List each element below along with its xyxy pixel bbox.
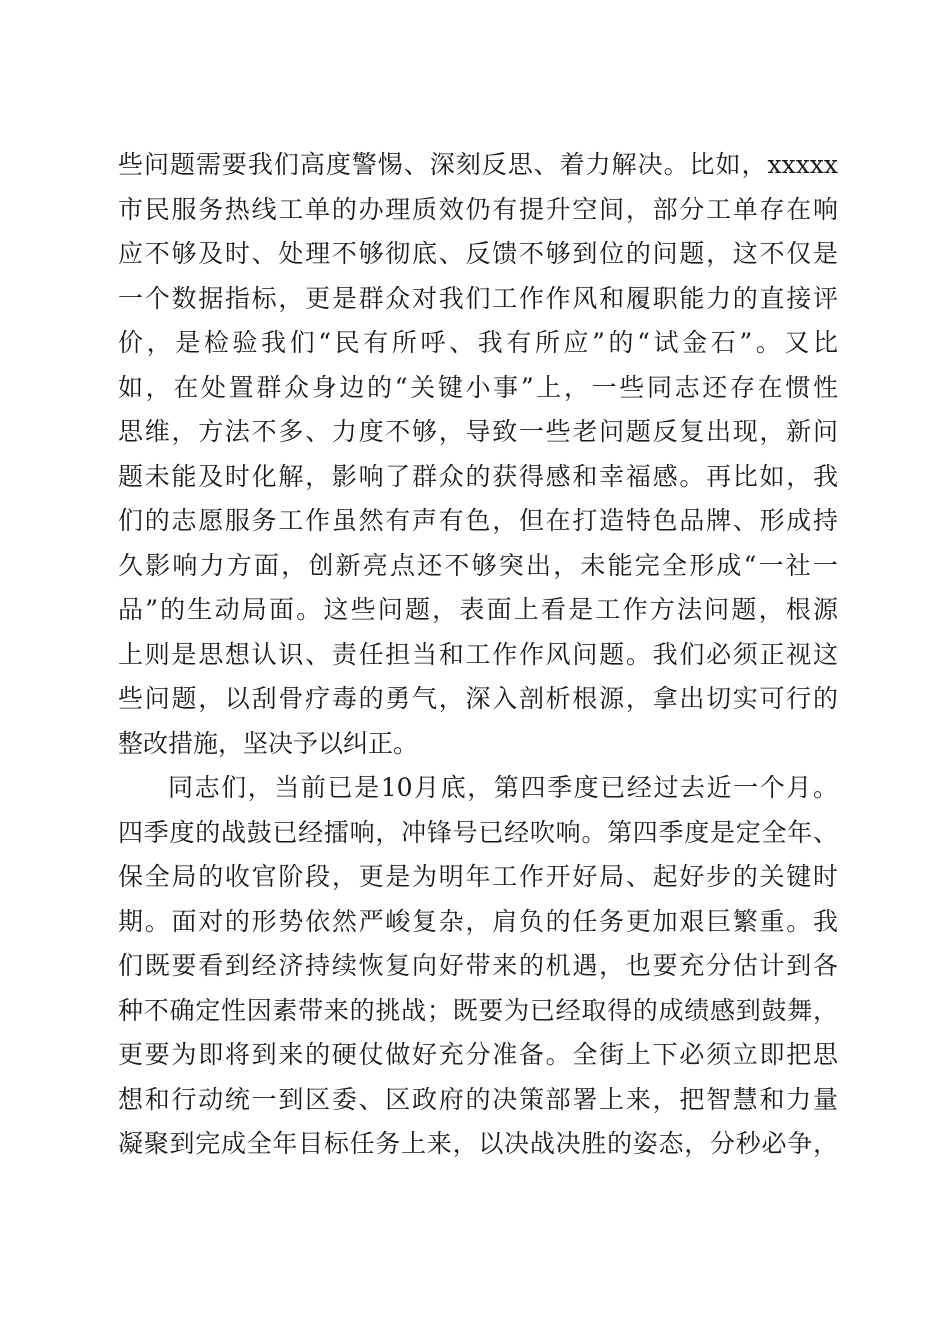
text-line: 思维，方法不多、力度不够，导致一些老问题反复出现，新问 — [118, 417, 838, 446]
text-line: 品”的生动局面。这些问题，表面上看是工作方法问题，根源 — [118, 595, 838, 624]
text-line: 凝聚到完成全年目标任务上来，以决战决胜的姿态，分秒必争， — [118, 1129, 838, 1158]
text-line: 应不够及时、处理不够彻底、反馈不够到位的问题，这不仅是 — [118, 239, 838, 268]
text-line: 整改措施，坚决予以纠正。 — [118, 728, 419, 758]
text-line: 四季度的战鼓已经擂响，冲锋号已经吹响。第四季度是定全年、 — [118, 817, 838, 847]
text-line: 更要为即将到来的硬仗做好充分准备。全街上下必须立即把思 — [118, 1040, 838, 1069]
text-line: 们的志愿服务工作虽然有声有色，但在打造特色品牌、形成持 — [118, 506, 838, 535]
text-line: 价，是检验我们“民有所呼、我有所应”的“试金石”。又比 — [118, 328, 838, 357]
text-line: 保全局的收官阶段，更是为明年工作开好局、起好步的关键时 — [118, 862, 838, 891]
text-line: 上则是思想认识、责任担当和工作作风问题。我们必须正视这 — [118, 639, 838, 669]
text-line: 一个数据指标，更是群众对我们工作作风和履职能力的直接评 — [118, 283, 838, 313]
text-line: 久影响力方面，创新亮点还不够突出，未能完全形成“一社一 — [118, 550, 838, 580]
text-line: 想和行动统一到区委、区政府的决策部署上来，把智慧和力量 — [118, 1084, 838, 1114]
body-text — [118, 143, 838, 1167]
text-line: 题未能及时化解，影响了群众的获得感和幸福感。再比如，我 — [118, 461, 838, 491]
text-line: 如，在处置群众身边的“关键小事”上，一些同志还存在惯性 — [118, 372, 838, 402]
text-line: 期。面对的形势依然严峻复杂，肩负的任务更加艰巨繁重。我 — [118, 906, 838, 936]
text-line: 些问题，以刮骨疗毒的勇气，深入剖析根源，拿出切实可行的 — [118, 684, 838, 713]
text-line: 们既要看到经济持续恢复向好带来的机遇，也要充分估计到各 — [118, 951, 838, 980]
text-line: 些问题需要我们高度警惕、深刻反思、着力解决。比如，xxxxx — [118, 150, 838, 179]
paragraph-first-line: 同志们，当前已是10月底，第四季度已经过去近一个月。 — [168, 773, 838, 802]
text-line: 市民服务热线工单的办理质效仍有提升空间，部分工单存在响 — [118, 194, 838, 224]
text-line: 种不确定性因素带来的挑战；既要为已经取得的成绩感到鼓舞， — [118, 995, 838, 1025]
